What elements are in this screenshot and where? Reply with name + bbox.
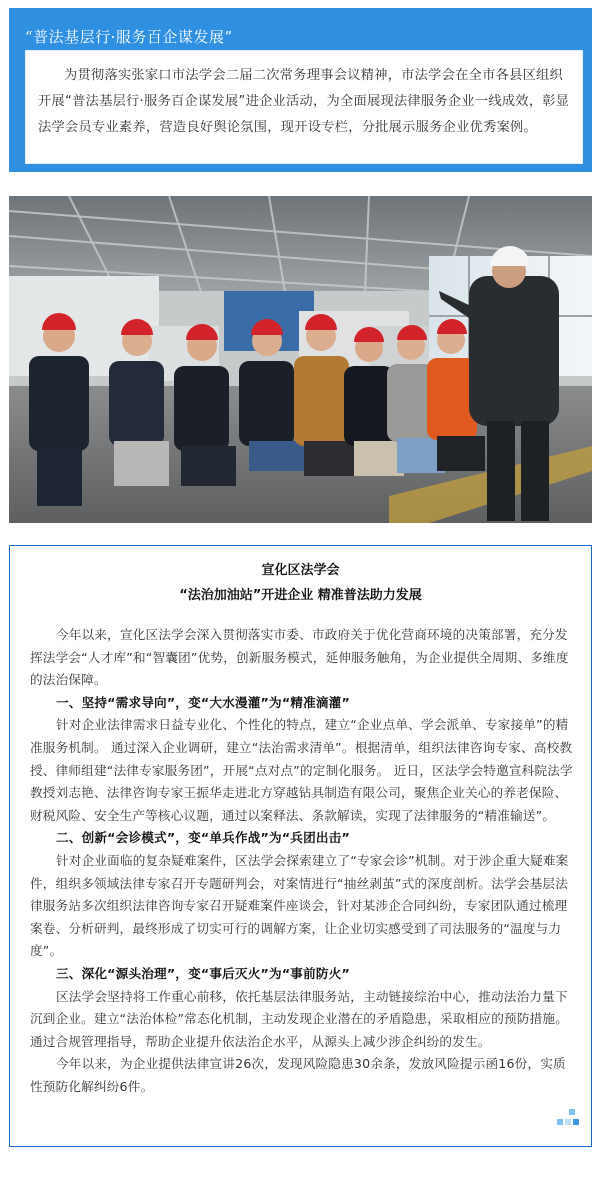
article-paragraph: 今年以来，宣化区法学会深入贯彻落实市委、市政府关于优化营商环境的决策部署，充分发挥法学会“人才库”和“智囊团”优势，创新服务模式，延伸服务触角，为企业提供全周期、多维度的法治保障。 (30, 627, 569, 688)
article-paragraph: 针对企业面临的复杂疑难案件，区法学会探索建立了“专家会诊”机制。对于涉企重大疑难案件，组织多领域法律专家召开专题研判会，对案情进行“抽丝剥茧”式的深度剖析。法学会基层法律服务站多次组织法律咨询专家召开疑难案件座谈会，针对某涉企合同纠纷，专家团队通过梳理案卷、分析研判，最终形成了切实可行的调解方案，让企业切实感受到了司法服务的“温度与力度”。 (30, 852, 569, 959)
article-body (30, 624, 575, 1098)
column-title: “普法基层行·服务百企谋发展” (25, 28, 233, 46)
intro-text: 为贯彻落实张家口市法学会二届二次常务理事会议精神，市法学会在全市各县区组织开展“普法基层行·服务百企谋发展”进企业活动，为全面展现法律服务企业一线成效，彰显法学会员专业素养，营造良好舆论氛围，现开设专栏，分批展示服务企业优秀案例。 (25, 50, 583, 164)
intro-panel (9, 8, 592, 172)
article-paragraph: 区法学会坚持将工作重心前移，依托基层法律服务站，主动链接综治中心，推动法治力量下沉到企业。建立“法治体检”常态化机制，主动发现企业潜在的矛盾隐患，采取相应的预防措施。通过合规管理指导，帮助企业提升依法治企水平，从源头上减少涉企纠纷的发生。 (30, 988, 568, 1049)
corner-decoration-icon (557, 1109, 579, 1131)
workshop-photo-illustration (9, 196, 592, 523)
article-paragraph: 针对企业法律需求日益专业化、个性化的特点，建立“企业点单、学会派单、专家接单”的精准服务机制。 通过深入企业调研，建立“法治需求清单”。根据清单，组织法律咨询专家、高校教授、律师组建“法律专家服务团”，开展“点对点”的定制化服务。 近日，区法学会特邀宣科院法学教授刘志艳、法律咨询专家王振华走进北方穿越钻具制造有限公司，聚焦企业关心的养老保险、财税风险、安全生产等核心议题，通过以案释法、条款解读，实现了法律服务的“精准输送”。 (30, 717, 573, 823)
section-heading: 一、坚持“需求导向”，变“大水漫灌”为“精准滴灌” (56, 694, 350, 710)
section-heading: 二、创新“会诊模式”，变“单兵作战”为“兵团出击” (56, 830, 350, 846)
article-card (9, 545, 592, 1147)
article-org: 宣化区法学会 (261, 563, 340, 578)
article-headline: “法治加油站”开进企业 精准普法助力发展 (179, 588, 422, 603)
section-heading: 三、深化“源头治理”，变“事后灭火”为“事前防火” (56, 965, 350, 981)
event-photo (9, 196, 592, 523)
article-paragraph: 今年以来，为企业提供法律宣讲26次，发现风险隐患30余条，发放风险提示函16份，实质性预防化解纠纷6件。 (30, 1056, 566, 1094)
